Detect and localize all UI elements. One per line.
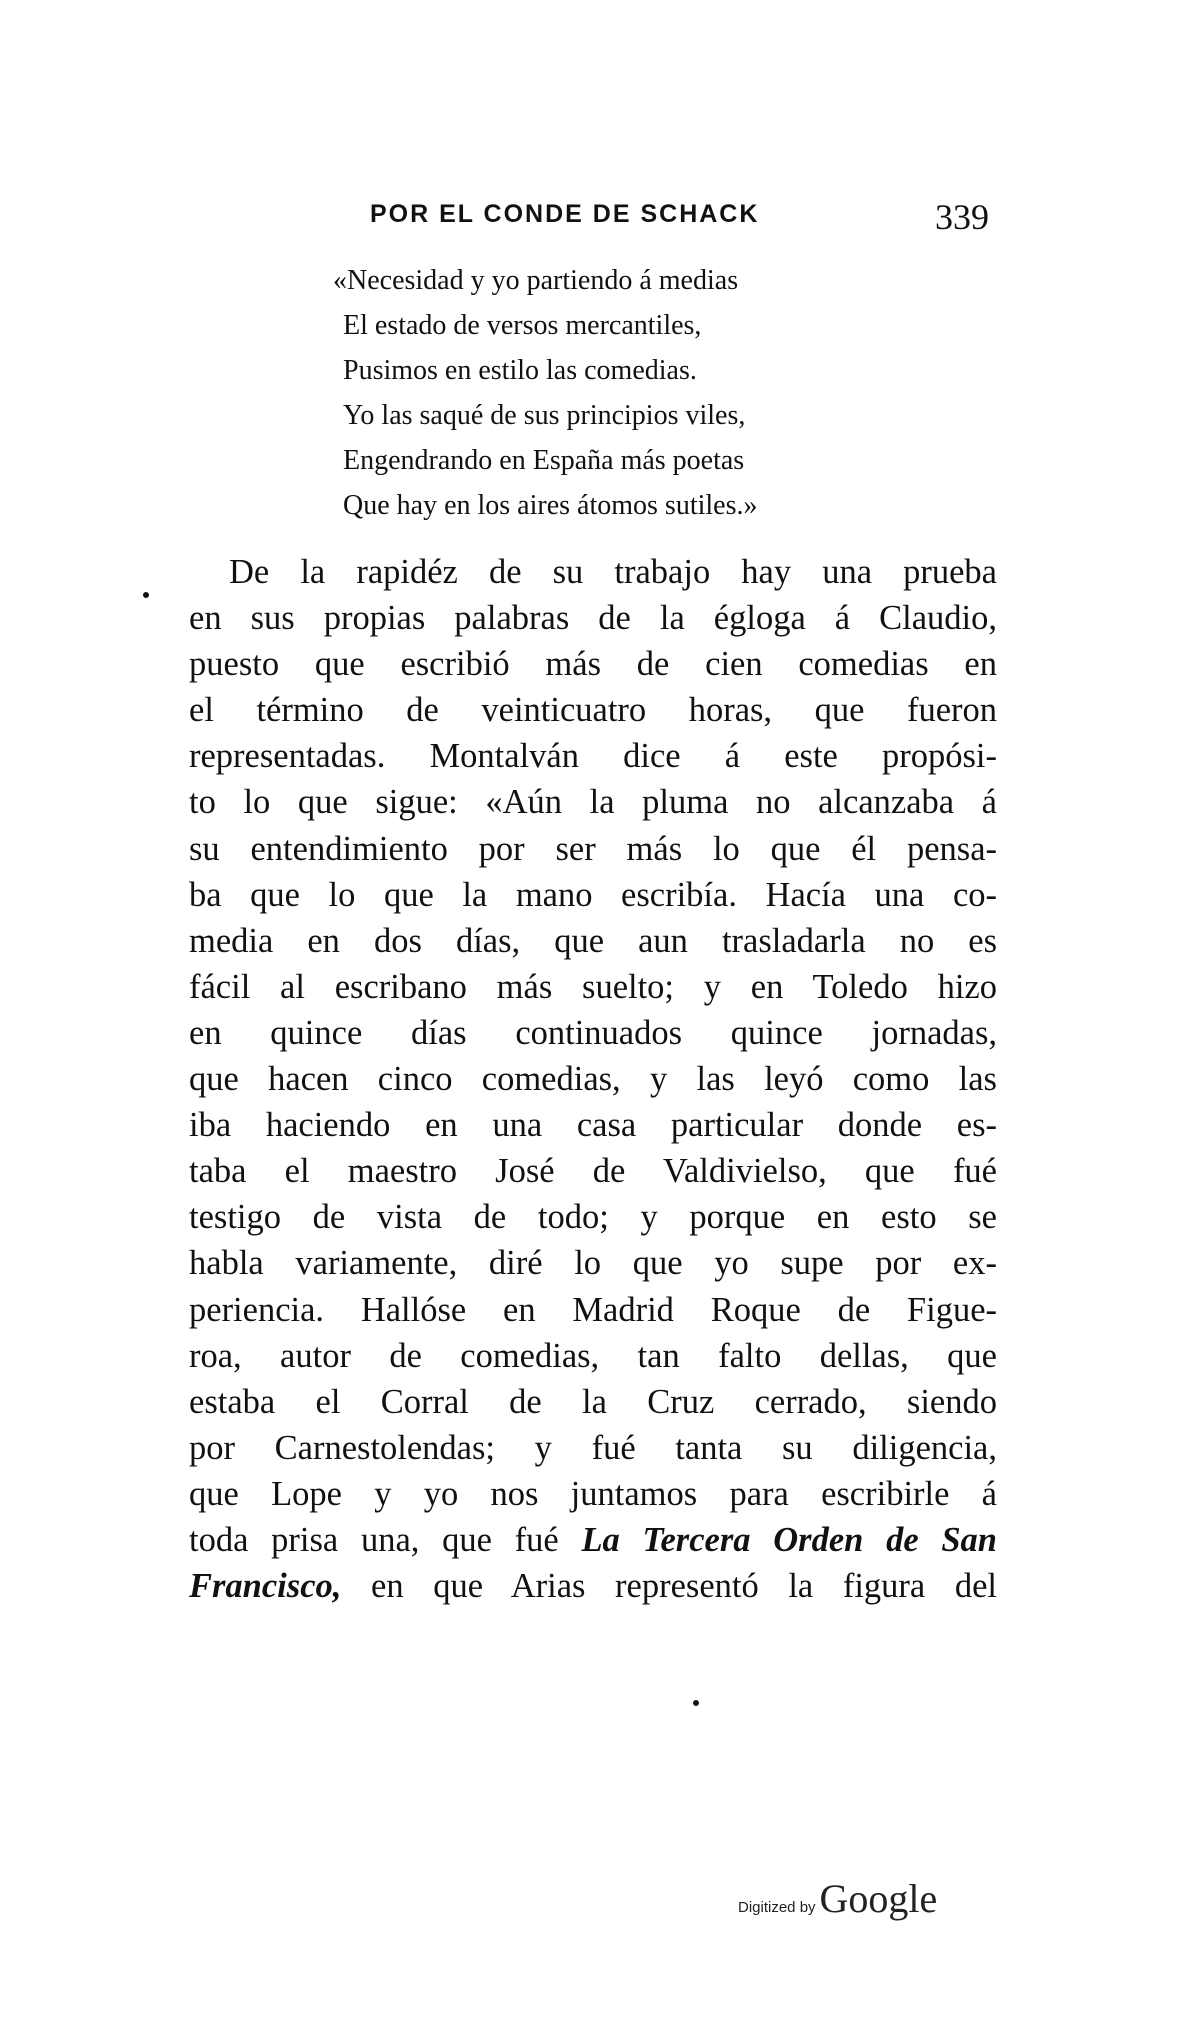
paragraph-line: ba que lo que la mano escribía. Hacía una co- bbox=[189, 875, 997, 914]
paragraph-line: por Carnestolendas; y fué tanta su diligencia, bbox=[189, 1428, 997, 1467]
google-logo: Google bbox=[819, 1876, 938, 1921]
verse-line: Pusimos en estilo las comedias. bbox=[343, 355, 697, 386]
paragraph-line: estaba el Corral de la Cruz cerrado, siendo bbox=[189, 1382, 997, 1421]
paragraph-line bbox=[189, 1517, 997, 1563]
paragraph-line bbox=[189, 1563, 997, 1609]
paragraph-line: testigo de vista de todo; y porque en esto se bbox=[189, 1198, 997, 1237]
running-title: POR EL CONDE DE SCHACK bbox=[370, 200, 760, 228]
ink-speck bbox=[693, 1700, 699, 1706]
ink-speck bbox=[143, 592, 149, 598]
verse-quotation bbox=[333, 258, 973, 528]
paragraph-line: iba haciendo en una casa particular donde es- bbox=[189, 1106, 997, 1145]
digitized-by-google-watermark bbox=[738, 1875, 937, 1922]
paragraph-line: media en dos días, que aun trasladarla no es bbox=[189, 921, 997, 960]
verse-line: Yo las saqué de sus principios viles, bbox=[343, 400, 746, 431]
paragraph-line: taba el maestro José de Valdivielso, que fué bbox=[189, 1152, 997, 1191]
paragraph-line: periencia. Hallóse en Madrid Roque de Figue- bbox=[189, 1290, 997, 1329]
paragraph-line: que hacen cinco comedias, y las leyó como las bbox=[189, 1060, 997, 1099]
paragraph-line: puesto que escribió más de cien comedias en bbox=[189, 645, 997, 684]
verse-line: Engendrando en España más poetas bbox=[343, 445, 745, 476]
paragraph-line: el término de veinticuatro horas, que fueron bbox=[189, 691, 997, 730]
verse-line: Que hay en los aires átomos sutiles.» bbox=[343, 490, 758, 521]
paragraph-line: De la rapidéz de su trabajo hay una prueba bbox=[229, 553, 997, 591]
paragraph-line: representadas. Montalván dice á este propósi- bbox=[189, 737, 997, 776]
paragraph-line-text: toda prisa una, que fué bbox=[189, 1520, 559, 1559]
paragraph-line: que Lope y yo nos juntamos para escribirle á bbox=[189, 1474, 997, 1513]
paragraph-line: fácil al escribano más suelto; y en Toledo hizo bbox=[189, 967, 997, 1006]
paragraph-line: habla variamente, diré lo que yo supe por ex- bbox=[189, 1244, 997, 1283]
body-paragraph bbox=[189, 549, 997, 1609]
italic-work-title: La Tercera Orden de San bbox=[581, 1520, 997, 1559]
watermark-prefix: Digitized by bbox=[738, 1899, 816, 1916]
verse-line: «Necesidad y yo partiendo á medias bbox=[333, 265, 739, 296]
paragraph-line: en quince días continuados quince jornadas, bbox=[189, 1013, 997, 1052]
verse-line: El estado de versos mercantiles, bbox=[343, 310, 702, 341]
paragraph-line: en sus propias palabras de la égloga á Claudio, bbox=[189, 599, 997, 638]
paragraph-line: to lo que sigue: «Aún la pluma no alcanzaba á bbox=[189, 783, 997, 822]
paragraph-line: su entendimiento por ser más lo que él pensa- bbox=[189, 829, 997, 868]
paragraph-line-text: en que Arias representó la figura del bbox=[371, 1567, 997, 1606]
paragraph-line: roa, autor de comedias, tan falto dellas, que bbox=[189, 1336, 997, 1375]
italic-work-title: Francisco, bbox=[189, 1567, 342, 1606]
page-number: 339 bbox=[935, 197, 989, 237]
